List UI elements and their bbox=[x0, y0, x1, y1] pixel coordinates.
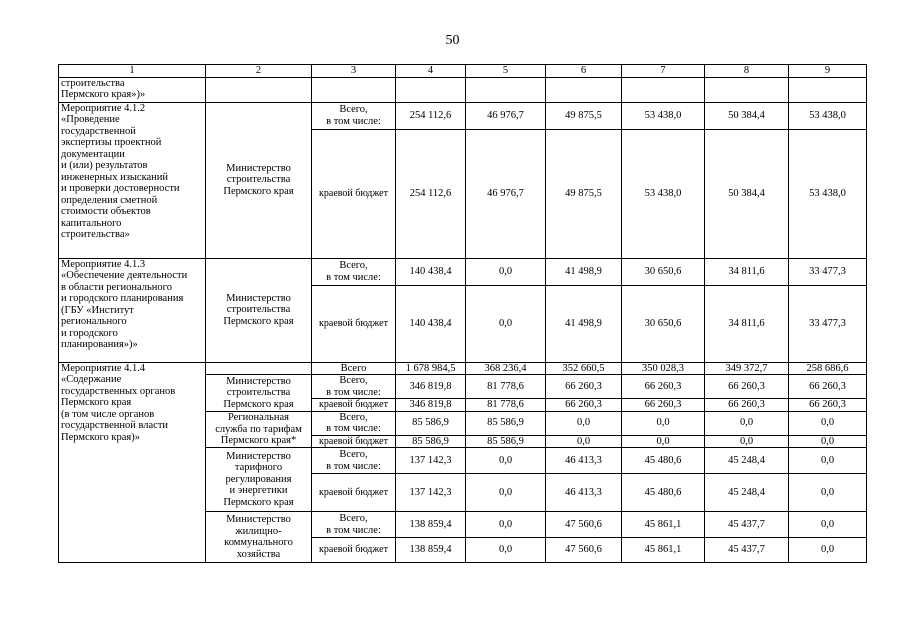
value-cell: 53 438,0 bbox=[789, 102, 867, 129]
value-cell: 85 586,9 bbox=[396, 411, 466, 435]
executor-cell: Министерство строительства Пермского края bbox=[206, 258, 312, 362]
table-row bbox=[59, 258, 867, 285]
value-cell: 46 413,3 bbox=[546, 448, 622, 474]
value-cell: 66 260,3 bbox=[789, 399, 867, 412]
source-budget-label: краевой бюджет bbox=[312, 129, 396, 258]
value-cell: 138 859,4 bbox=[396, 512, 466, 538]
value-cell: 41 498,9 bbox=[546, 285, 622, 362]
value-cell: 137 142,3 bbox=[396, 474, 466, 512]
header-cell: 9 bbox=[789, 65, 867, 78]
value-cell: 34 811,6 bbox=[705, 258, 789, 285]
source-total-label: Всего, в том числе: bbox=[312, 102, 396, 129]
measure-title-cell: Мероприятие 4.1.2 «Проведение государственной экспертизы проектной документации и (или) результатов инженерных изысканий и проверки достоверности определения сметной стоимости объектов капитального строительства» bbox=[59, 102, 206, 258]
source-budget-label: краевой бюджет bbox=[312, 538, 396, 563]
value-cell: 0,0 bbox=[466, 448, 546, 474]
value-cell: 0,0 bbox=[789, 538, 867, 563]
value-cell: 138 859,4 bbox=[396, 538, 466, 563]
value-cell: 258 686,6 bbox=[789, 362, 867, 375]
value-cell: 50 384,4 bbox=[705, 129, 789, 258]
executor-cell: Региональная служба по тарифам Пермского края* bbox=[206, 411, 312, 448]
source-total-label: Всего, в том числе: bbox=[312, 411, 396, 435]
measure-title-cell: строительства Пермского края»)» bbox=[59, 77, 206, 102]
value-cell: 349 372,7 bbox=[705, 362, 789, 375]
value-cell: 81 778,6 bbox=[466, 399, 546, 412]
value-cell: 140 438,4 bbox=[396, 258, 466, 285]
value-cell: 0,0 bbox=[789, 435, 867, 448]
value-cell: 47 560,6 bbox=[546, 538, 622, 563]
executor-cell: Министерство жилищно- коммунального хозяйства bbox=[206, 512, 312, 563]
header-cell: 1 bbox=[59, 65, 206, 78]
value-cell: 0,0 bbox=[466, 258, 546, 285]
value-cell: 346 819,8 bbox=[396, 399, 466, 412]
source-budget-label: краевой бюджет bbox=[312, 399, 396, 412]
value-cell: 0,0 bbox=[789, 448, 867, 474]
value-cell: 49 875,5 bbox=[546, 129, 622, 258]
value-cell: 50 384,4 bbox=[705, 102, 789, 129]
value-cell: 41 498,9 bbox=[546, 258, 622, 285]
value-cell: 66 260,3 bbox=[705, 399, 789, 412]
value-cell: 53 438,0 bbox=[789, 129, 867, 258]
value-cell: 0,0 bbox=[789, 411, 867, 435]
value-cell: 0,0 bbox=[466, 512, 546, 538]
value-cell: 45 437,7 bbox=[705, 512, 789, 538]
value-cell: 53 438,0 bbox=[622, 129, 705, 258]
value-cell: 0,0 bbox=[705, 411, 789, 435]
value-cell: 66 260,3 bbox=[789, 375, 867, 399]
value-cell: 66 260,3 bbox=[546, 375, 622, 399]
value-cell: 33 477,3 bbox=[789, 285, 867, 362]
value-cell: 47 560,6 bbox=[546, 512, 622, 538]
value-cell: 34 811,6 bbox=[705, 285, 789, 362]
value-cell: 81 778,6 bbox=[466, 375, 546, 399]
value-cell: 85 586,9 bbox=[396, 435, 466, 448]
header-cell: 8 bbox=[705, 65, 789, 78]
value-cell: 46 976,7 bbox=[466, 102, 546, 129]
header-cell: 2 bbox=[206, 65, 312, 78]
value-cell: 140 438,4 bbox=[396, 285, 466, 362]
measure-title-cell: Мероприятие 4.1.3 «Обеспечение деятельности в области регионального и городского планирования (ГБУ «Институт регионального и городского планирования»)» bbox=[59, 258, 206, 362]
table-row bbox=[59, 362, 867, 375]
value-cell: 46 413,3 bbox=[546, 474, 622, 512]
budget-table bbox=[58, 64, 867, 563]
value-cell: 85 586,9 bbox=[466, 435, 546, 448]
value-cell: 137 142,3 bbox=[396, 448, 466, 474]
value-cell: 254 112,6 bbox=[396, 129, 466, 258]
value-cell: 53 438,0 bbox=[622, 102, 705, 129]
source-total-label: Всего, в том числе: bbox=[312, 375, 396, 399]
page-number: 50 bbox=[445, 33, 460, 48]
value-cell: 49 875,5 bbox=[546, 102, 622, 129]
executor-cell: Министерство тарифного регулирования и энергетики Пермского края bbox=[206, 448, 312, 512]
value-cell: 368 236,4 bbox=[466, 362, 546, 375]
value-cell: 0,0 bbox=[705, 435, 789, 448]
value-cell: 350 028,3 bbox=[622, 362, 705, 375]
value-cell: 33 477,3 bbox=[789, 258, 867, 285]
header-cell: 7 bbox=[622, 65, 705, 78]
value-cell: 30 650,6 bbox=[622, 285, 705, 362]
header-cell: 5 bbox=[466, 65, 546, 78]
value-cell: 0,0 bbox=[622, 435, 705, 448]
value-cell: 1 678 984,5 bbox=[396, 362, 466, 375]
value-cell: 45 861,1 bbox=[622, 512, 705, 538]
executor-cell: Министерство строительства Пермского края bbox=[206, 102, 312, 258]
header-cell: 3 bbox=[312, 65, 396, 78]
header-cell: 4 bbox=[396, 65, 466, 78]
value-cell: 0,0 bbox=[789, 512, 867, 538]
value-cell: 0,0 bbox=[546, 411, 622, 435]
value-cell: 66 260,3 bbox=[622, 375, 705, 399]
table-row bbox=[59, 102, 867, 129]
value-cell: 46 976,7 bbox=[466, 129, 546, 258]
value-cell: 45 480,6 bbox=[622, 474, 705, 512]
value-cell: 30 650,6 bbox=[622, 258, 705, 285]
value-cell: 0,0 bbox=[466, 474, 546, 512]
value-cell: 45 437,7 bbox=[705, 538, 789, 563]
executor-cell: Министерство строительства Пермского края bbox=[206, 375, 312, 412]
value-cell: 45 248,4 bbox=[705, 448, 789, 474]
source-total-label: Всего, в том числе: bbox=[312, 512, 396, 538]
value-cell: 66 260,3 bbox=[546, 399, 622, 412]
source-budget-label: краевой бюджет bbox=[312, 474, 396, 512]
header-row bbox=[59, 65, 867, 78]
source-total-label: Всего, в том числе: bbox=[312, 448, 396, 474]
measure-title-cell: Мероприятие 4.1.4 «Содержание государственных органов Пермского края (в том числе органов государственной власти Пермского края)» bbox=[59, 362, 206, 563]
header-cell: 6 bbox=[546, 65, 622, 78]
value-cell: 66 260,3 bbox=[622, 399, 705, 412]
continuation-row bbox=[59, 77, 867, 102]
value-cell: 0,0 bbox=[466, 285, 546, 362]
source-budget-label: краевой бюджет bbox=[312, 285, 396, 362]
value-cell: 346 819,8 bbox=[396, 375, 466, 399]
source-total-label: Всего, в том числе: bbox=[312, 258, 396, 285]
value-cell: 45 861,1 bbox=[622, 538, 705, 563]
value-cell: 0,0 bbox=[466, 538, 546, 563]
value-cell: 352 660,5 bbox=[546, 362, 622, 375]
value-cell: 0,0 bbox=[622, 411, 705, 435]
value-cell: 254 112,6 bbox=[396, 102, 466, 129]
source-budget-label: краевой бюджет bbox=[312, 435, 396, 448]
value-cell: 45 248,4 bbox=[705, 474, 789, 512]
value-cell: 45 480,6 bbox=[622, 448, 705, 474]
grand-total-label: Всего bbox=[312, 362, 396, 375]
value-cell: 0,0 bbox=[546, 435, 622, 448]
value-cell: 0,0 bbox=[789, 474, 867, 512]
value-cell: 66 260,3 bbox=[705, 375, 789, 399]
value-cell: 85 586,9 bbox=[466, 411, 546, 435]
